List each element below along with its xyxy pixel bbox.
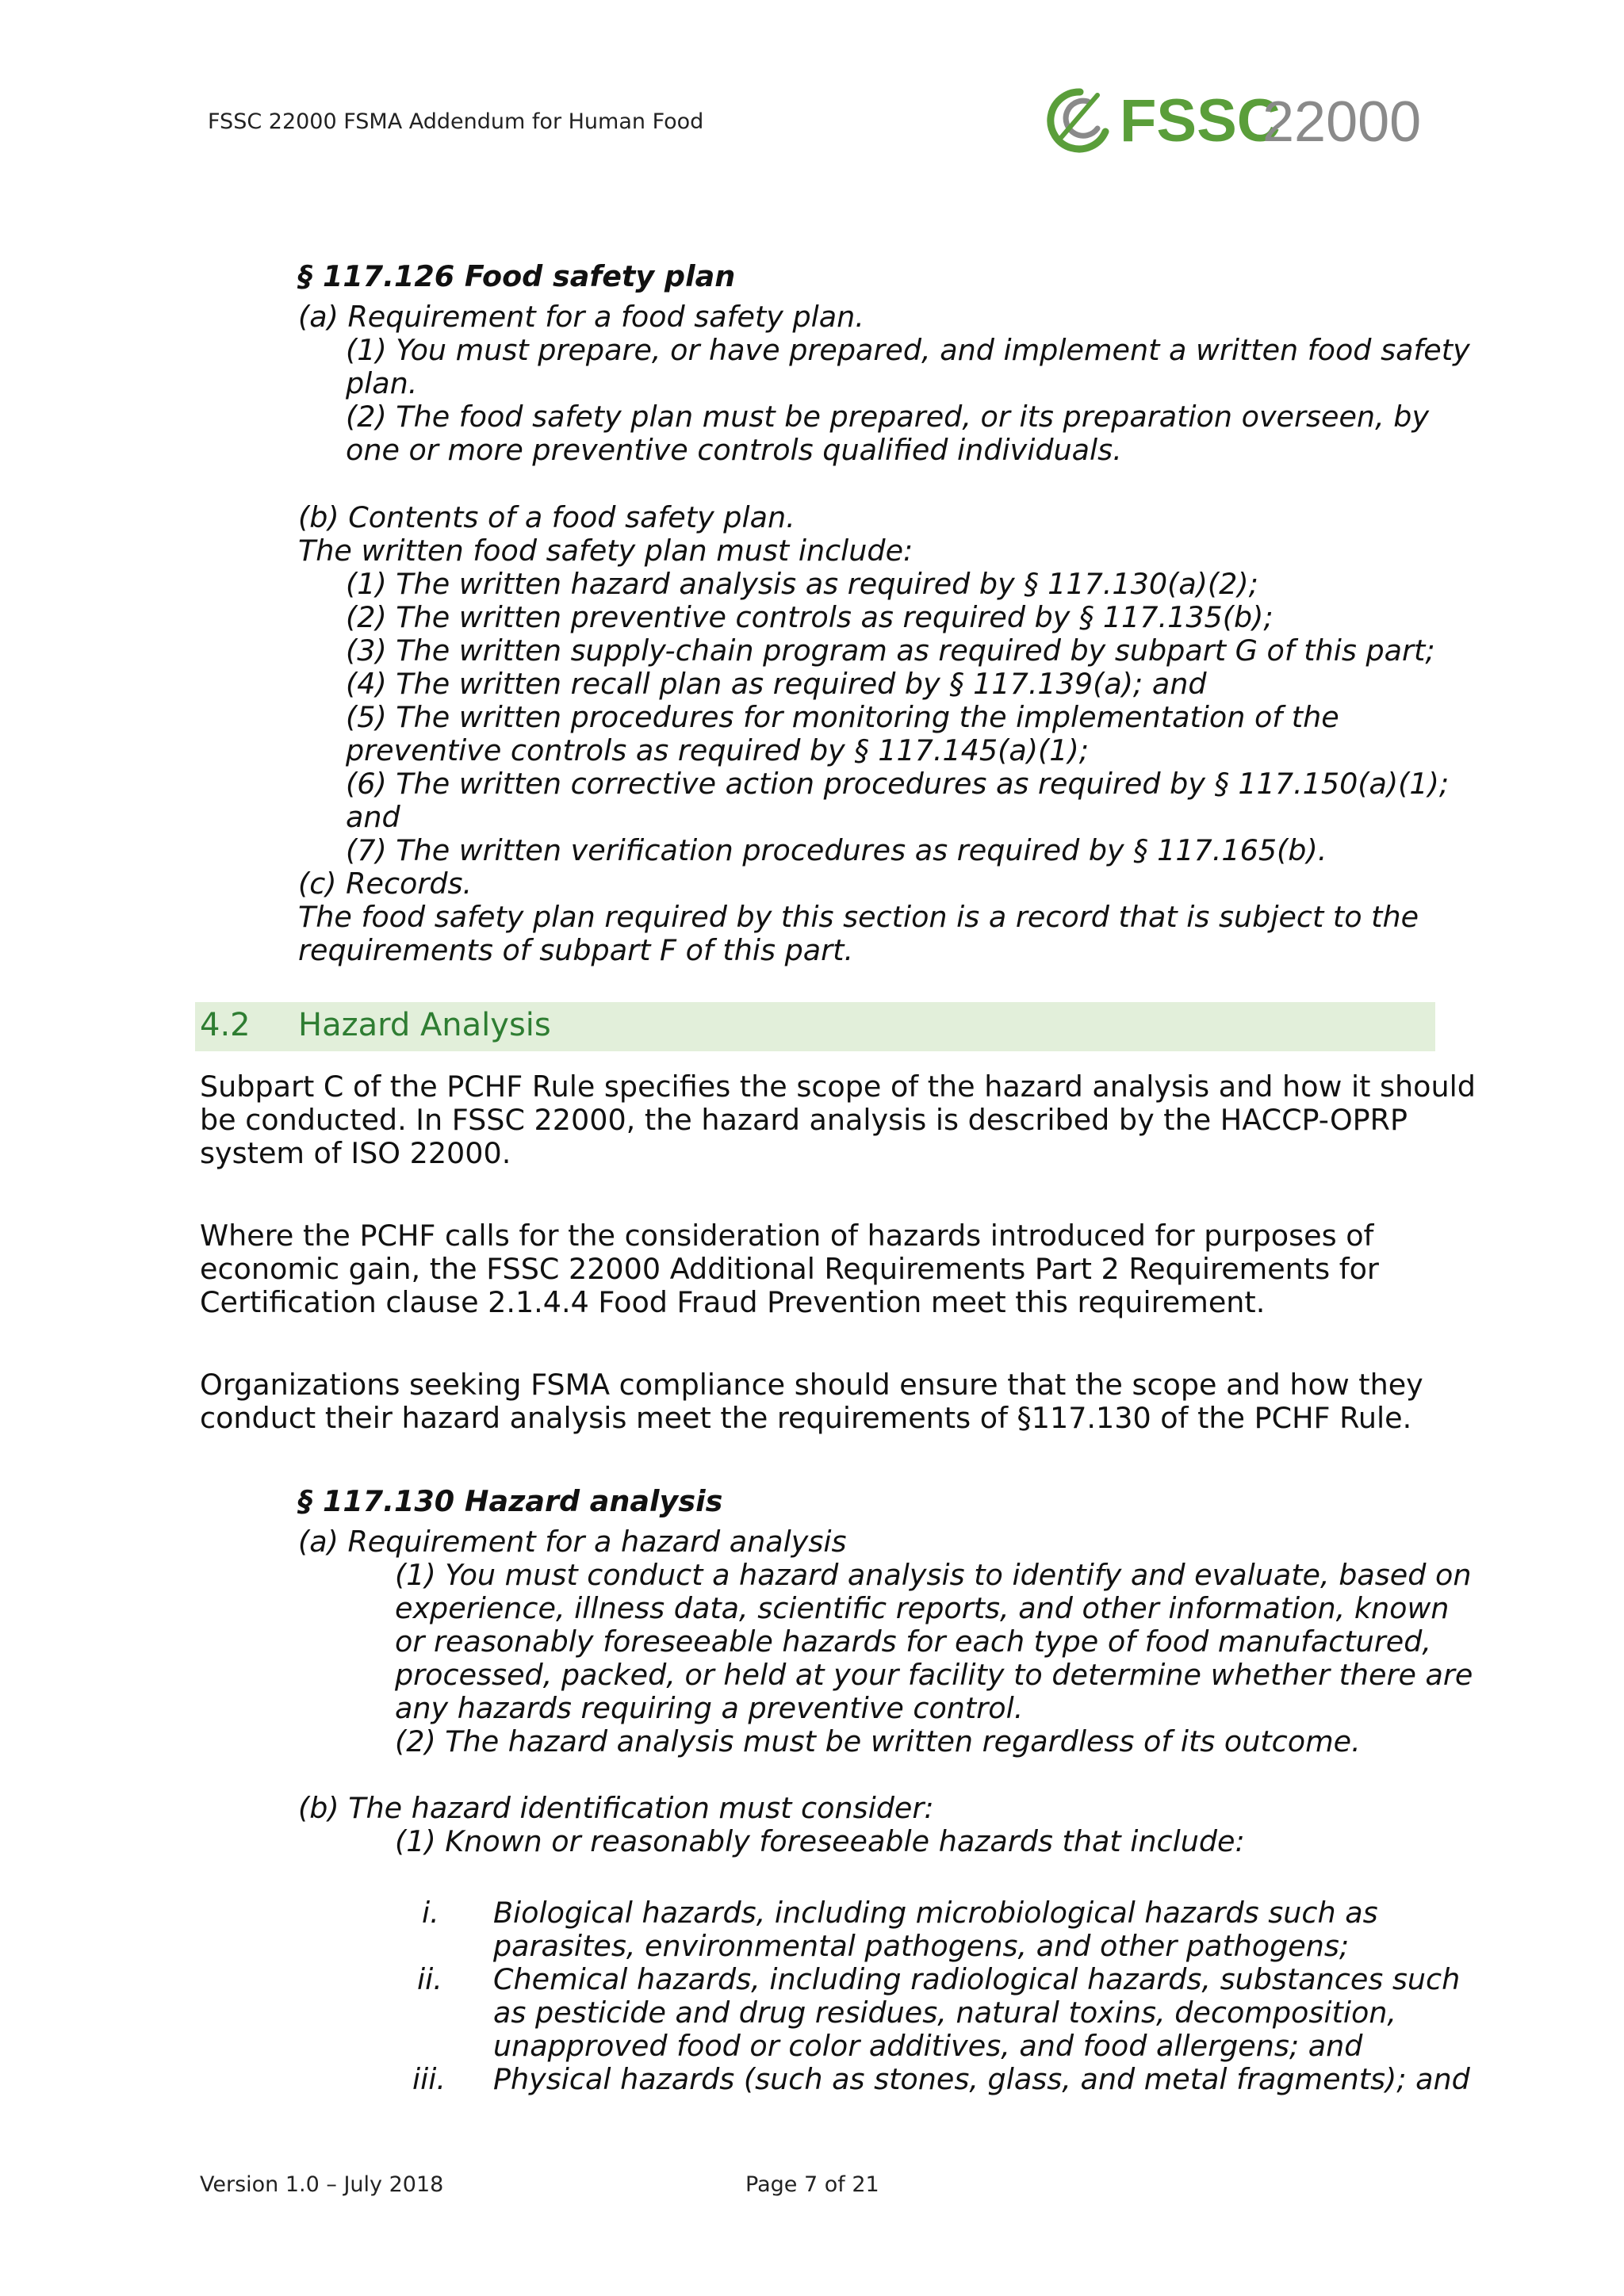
para1-line3: system of ISO 22000.	[200, 1136, 511, 1170]
s126-b: (b) Contents of a food safety plan.	[298, 500, 795, 534]
para1-line1: Subpart C of the PCHF Rule specifies the scope of the hazard analysis and how it should	[200, 1070, 1476, 1104]
logo-text-22000: 22000	[1262, 90, 1422, 154]
s130-a1-line4: processed, packed, or held at your facility to determine whether there are	[395, 1658, 1473, 1692]
s126-a2-line2: one or more preventive controls qualified individuals.	[346, 433, 1122, 467]
s126-c-line1: The food safety plan required by this section is a record that is subject to the	[298, 900, 1419, 934]
fssc-logo	[1042, 84, 1423, 155]
list-item-i-line2: parasites, environmental pathogens, and other pathogens;	[493, 1929, 1350, 1963]
para3-line1: Organizations seeking FSMA compliance should ensure that the scope and how they	[200, 1368, 1423, 1402]
s126-b7: (7) The written verification procedures as required by § 117.165(b).	[346, 833, 1327, 867]
s130-a2: (2) The hazard analysis must be written regardless of its outcome.	[395, 1724, 1361, 1758]
s126-a1-line2: plan.	[346, 366, 418, 400]
section-117-126-heading: § 117.126 Food safety plan	[298, 259, 736, 293]
s130-a1-line5: any hazards requiring a preventive control.	[395, 1691, 1024, 1725]
logo-swirl-icon	[1051, 92, 1105, 149]
s130-a1-line2: experience, illness data, scientific reports, and other information, known	[395, 1591, 1450, 1625]
list-item-iii-number: iii.	[412, 2062, 446, 2096]
s126-c: (c) Records.	[298, 867, 473, 901]
s126-a1-line1: (1) You must prepare, or have prepared, and implement a written food safety	[346, 333, 1470, 367]
list-item-ii-line1: Chemical hazards, including radiological hazards, substances such	[493, 1962, 1461, 1996]
footer-page-number: Page 7 of 21	[745, 2172, 879, 2197]
list-item-i-number: i.	[422, 1896, 439, 1930]
s126-b5-line1: (5) The written procedures for monitoring the implementation of the	[346, 700, 1339, 734]
section-number: 4.2	[200, 1007, 251, 1043]
s126-b1: (1) The written hazard analysis as required by § 117.130(a)(2);	[346, 567, 1258, 601]
list-item-i-line1: Biological hazards, including microbiological hazards such as	[493, 1896, 1378, 1930]
section-title: Hazard Analysis	[298, 1007, 551, 1043]
para3-line2: conduct their hazard analysis meet the requirements of §117.130 of the PCHF Rule.	[200, 1401, 1412, 1435]
s126-b5-line2: preventive controls as required by § 117.145(a)(1);	[346, 733, 1090, 767]
s126-b4: (4) The written recall plan as required by § 117.139(a); and	[346, 667, 1207, 701]
header-title: FSSC 22000 FSMA Addendum for Human Food	[208, 109, 704, 134]
s126-a2-line1: (2) The food safety plan must be prepared, or its preparation overseen, by	[346, 400, 1430, 434]
s130-b: (b) The hazard identification must consider:	[298, 1791, 934, 1825]
s130-a1-line1: (1) You must conduct a hazard analysis to identify and evaluate, based on	[395, 1558, 1472, 1592]
s130-a1-line3: or reasonably foreseeable hazards for each type of food manufactured,	[395, 1624, 1432, 1659]
s126-a: (a) Requirement for a food safety plan.	[298, 300, 864, 334]
s126-b3: (3) The written supply-chain program as required by subpart G of this part;	[346, 633, 1435, 668]
para2-line1: Where the PCHF calls for the consideration of hazards introduced for purposes of	[200, 1219, 1374, 1253]
para2-line2: economic gain, the FSSC 22000 Additional Requirements Part 2 Requirements for	[200, 1252, 1379, 1286]
s130-b1: (1) Known or reasonably foreseeable hazards that include:	[395, 1824, 1245, 1858]
list-item-ii-line2: as pesticide and drug residues, natural toxins, decomposition,	[493, 1996, 1397, 2030]
footer-version: Version 1.0 – July 2018	[200, 2172, 444, 2197]
para1-line2: be conducted. In FSSC 22000, the hazard analysis is described by the HACCP-OPRP	[200, 1103, 1408, 1137]
s130-a: (a) Requirement for a hazard analysis	[298, 1525, 847, 1559]
para2-line3: Certification clause 2.1.4.4 Food Fraud Prevention meet this requirement.	[200, 1285, 1266, 1319]
s126-b-intro: The written food safety plan must include:	[298, 534, 914, 568]
list-item-iii-line1: Physical hazards (such as stones, glass, and metal fragments); and	[493, 2062, 1470, 2096]
s126-b6-line1: (6) The written corrective action procedures as required by § 117.150(a)(1);	[346, 767, 1450, 801]
s126-b2: (2) The written preventive controls as required by § 117.135(b);	[346, 600, 1274, 634]
logo-text-fssc: FSSC	[1120, 87, 1281, 155]
s126-c-line2: requirements of subpart F of this part.	[298, 933, 854, 967]
section-117-130-heading: § 117.130 Hazard analysis	[298, 1484, 723, 1518]
list-item-ii-line3: unapproved food or color additives, and food allergens; and	[493, 2029, 1363, 2063]
s126-b6-line2: and	[346, 800, 400, 834]
list-item-ii-number: ii.	[417, 1962, 442, 1996]
